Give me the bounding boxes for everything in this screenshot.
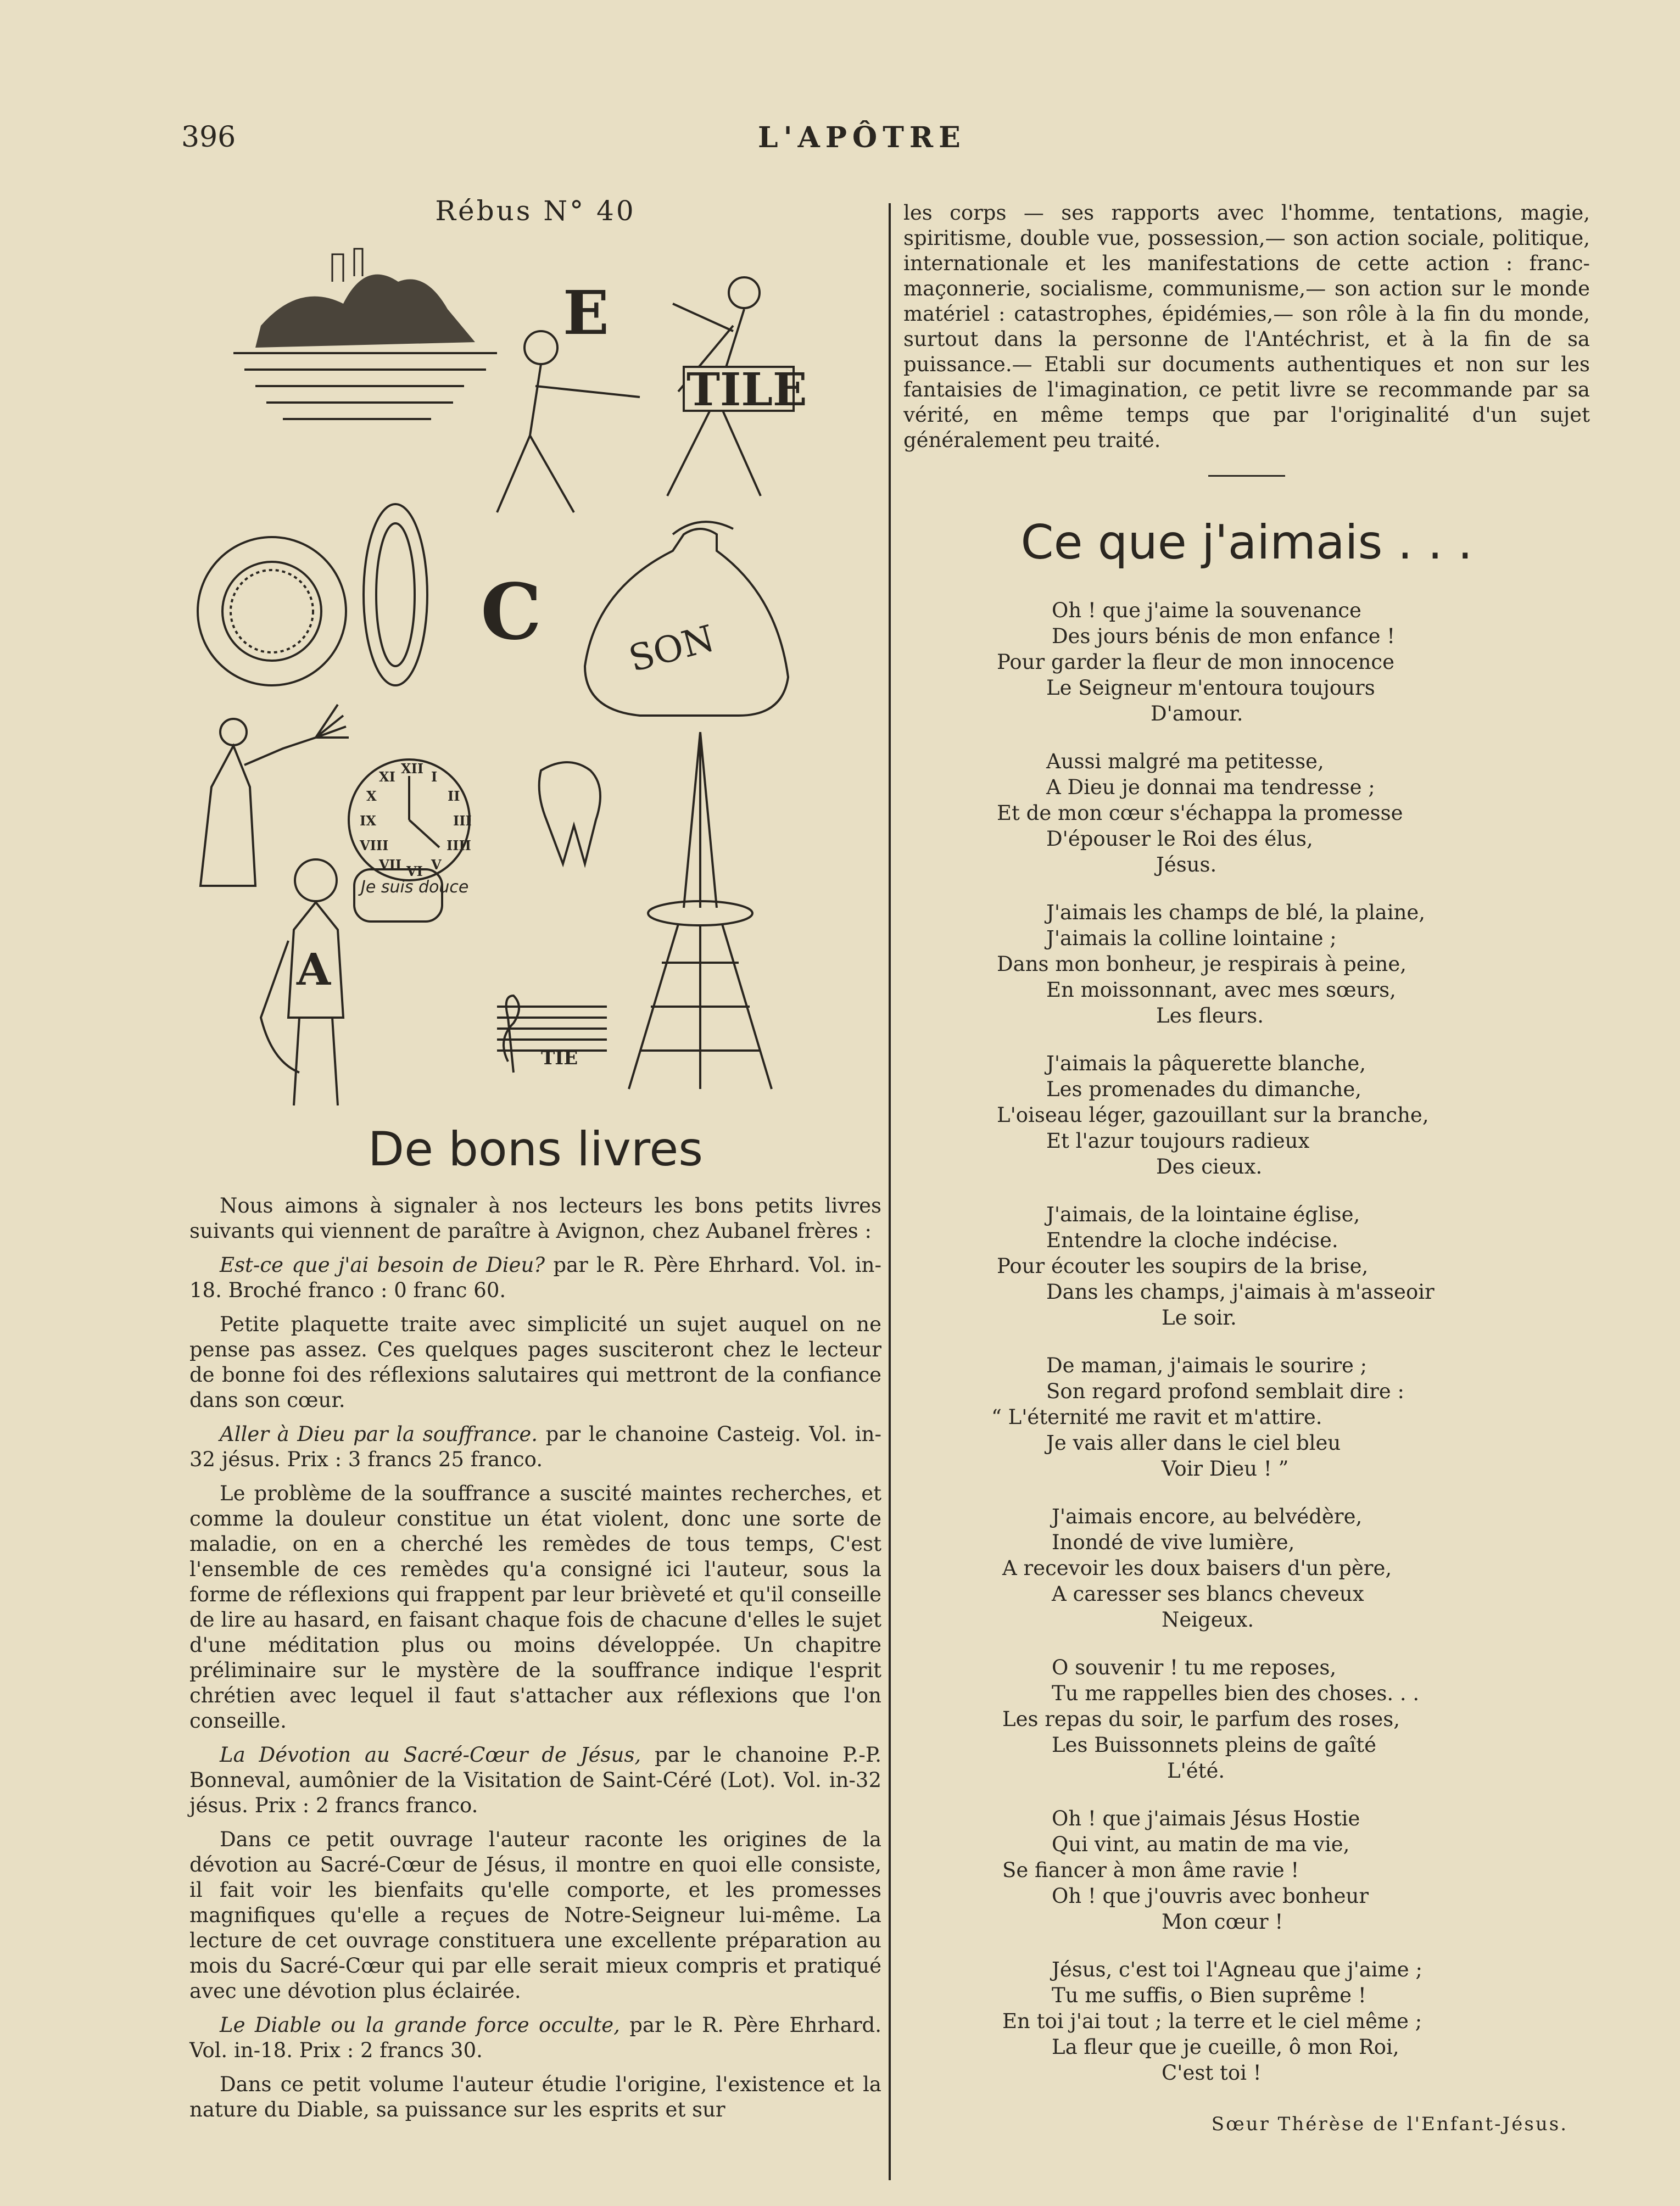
book-title: La Dévotion au Sacré-Cœur de Jésus,	[220, 1743, 641, 1767]
clock-numeral-7: VII	[379, 857, 402, 873]
poem-stanza	[903, 1655, 1590, 1784]
poem-line: J'aimais les champs de blé, la plaine,	[1046, 901, 1426, 924]
tripod-stand-icon	[629, 732, 772, 1089]
book-details: par le R. Père Ehrhard. Vol. in-18. Broché franco : 0 franc 60.	[189, 1253, 881, 1302]
poem-stanza	[903, 1504, 1590, 1633]
poem-line: Des jours bénis de mon enfance !	[1052, 624, 1396, 648]
poem-line: Des cieux.	[1156, 1155, 1263, 1179]
book-entry-2-review: Le problème de la souffrance a suscité maintes recherches, et comme la douleur constitue un état violent, donc une sorte de maladie, on en a cherché les remèdes de tous temps, C'est l'ensemble de ces remèdes qu'a consigné ici l'auteur, sous la forme de réflexions qui frappent par leur brièveté et qu'il conseille de lire au hasard, en faisant chaque fois de chacune d'elles le sujet d'une méditation plus ou moins développée. Un chapitre préliminaire sur le mystère de la souffrance indique l'esprit chrétien avec lequel il faut s'attacher aux réflexions que l'on conseille.	[189, 1482, 881, 1733]
poem-line: Entendre la cloche indécise.	[1046, 1228, 1338, 1252]
poem-line: En toi j'ai tout ; la terre et le ciel même ;	[1002, 2009, 1422, 2033]
poem-line: Le soir.	[1162, 1306, 1237, 1330]
book-details: par le chanoine P.-P. Bonneval, aumônier de la Visitation de Saint-Céré (Lot). Vol. in-32 jésus. Prix : 2 francs franco.	[189, 1743, 881, 1817]
books-section-title: De bons livres	[367, 1122, 704, 1177]
poem-line: Les promenades du dimanche,	[1046, 1077, 1362, 1101]
page-number: 396	[181, 121, 236, 154]
poem-stanza	[903, 1202, 1590, 1331]
poem-line: C'est toi !	[1162, 2061, 1262, 2085]
clock-numeral-1: I	[431, 769, 438, 785]
book-entry-4-review: Dans ce petit volume l'auteur étudie l'origine, l'existence et la nature du Diable, sa puissance sur les esprits et sur	[189, 2073, 881, 2121]
clock-numeral-5: V	[431, 857, 442, 873]
book-entry-1-review: Petite plaquette traite avec simplicité un sujet auquel on ne pense pas assez. Ces quelques pages susciteront chez le lecteur de bonne foi des réflexions salutaires qui mettront de la confiance dans son cœur.	[189, 1313, 881, 1412]
poem-line: Et de mon cœur s'échappa la promesse	[997, 801, 1403, 825]
poem-line: J'aimais, de la lointaine église,	[1046, 1203, 1360, 1226]
poem-line: Voir Dieu ! ”	[1162, 1457, 1289, 1481]
book-title: Le Diable ou la grande force occulte,	[220, 2013, 620, 2037]
poem-line: Et l'azur toujours radieux	[1046, 1129, 1310, 1153]
clock-numeral-4: IIII	[446, 837, 471, 853]
book-entry-2-header	[189, 1422, 881, 1472]
book-entry-4-header	[189, 2013, 881, 2063]
clock-numeral-2: II	[448, 788, 460, 804]
poem-line: “ L'éternité me ravit et m'attire.	[991, 1405, 1322, 1429]
poem-line: Dans les champs, j'aimais à m'asseoir	[1046, 1280, 1435, 1304]
poem-line: La fleur que je cueille, ô mon Roi,	[1052, 2035, 1399, 2059]
poem-line: Les Buissonnets pleins de gaîté	[1052, 1733, 1377, 1757]
clock-numeral-3: III	[453, 813, 472, 829]
poem-line: Son regard profond semblait dire :	[1046, 1380, 1404, 1403]
poem-stanza	[903, 1353, 1590, 1482]
poem-line: O souvenir ! tu me reposes,	[1052, 1656, 1337, 1679]
book-entry-3-review: Dans ce petit ouvrage l'auteur raconte les origines de la dévotion au Sacré-Cœur de Jésus, il montre en quoi elle consiste, il fait voir les bienfaits qu'elle comporte, et les promesses magnifiques qu'elle a reçues de Notre-Seigneur lui-même. La lecture de cet ouvrage constituera une excellente préparation au mois du Sacré-Cœur qui par elle serait mieux compris et pratiqué avec une dévotion plus éclairée.	[189, 1828, 881, 2003]
poem-line: A caresser ses blancs cheveux	[1052, 1582, 1364, 1606]
woman-dusting-icon	[200, 705, 349, 886]
poem-line: Dans mon bonheur, je respirais à peine,	[997, 952, 1407, 976]
rebus-letter-c: C	[481, 567, 542, 657]
poem-line: L'été.	[1167, 1759, 1225, 1783]
poem-line: Pour garder la fleur de mon innocence	[997, 650, 1395, 674]
poem-line: Jésus.	[1156, 853, 1217, 876]
poem-line: Pour écouter les soupirs de la brise,	[997, 1254, 1369, 1278]
poem-line: Oh ! que j'aime la souvenance	[1052, 599, 1361, 622]
poem-author: Sœur Thérèse de l'Enfant-Jésus.	[1211, 2113, 1568, 2135]
poem-line: Neigeux.	[1162, 1608, 1254, 1632]
rebus-letters-son: SON	[624, 617, 719, 680]
poem-line: Jésus, c'est toi l'Agneau que j'aime ;	[1052, 1958, 1422, 1981]
section-separator	[1208, 475, 1285, 477]
book-entry-3-header	[189, 1743, 881, 1818]
poem-line: Oh ! que j'ouvris avec bonheur	[1052, 1884, 1369, 1908]
poem-line: Tu me suffis, o Bien suprême !	[1052, 1984, 1366, 2007]
rebus-letter-e: E	[563, 277, 609, 348]
clock-numeral-8: VIII	[360, 837, 389, 853]
rebus-letters-tie: TIE	[541, 1047, 578, 1069]
column-divider	[889, 203, 891, 2180]
books-intro: Nous aimons à signaler à nos lecteurs les bons petits livres suivants qui viennent de paraître à Avignon, chez Aubanel frères :	[189, 1194, 881, 1243]
poem-line: Le Seigneur m'entoura toujours	[1046, 676, 1375, 700]
poem-stanza	[903, 597, 1590, 727]
plate-icon	[198, 537, 346, 685]
tooth-icon	[539, 762, 600, 864]
poem-line: J'aimais la colline lointaine ;	[1046, 926, 1337, 950]
money-bag-icon	[585, 522, 788, 716]
rebus-drawing	[189, 238, 881, 1116]
clock-numeral-9: IX	[360, 813, 376, 829]
poem-line: L'oiseau léger, gazouillant sur la branche,	[997, 1103, 1429, 1127]
oval-ring-icon	[364, 504, 427, 685]
book-entry-4-continuation: les corps — ses rapports avec l'homme, tentations, magie, spiritisme, double vue, possession,— son action sociale, politique, internationale et les manifestations de cette action : franc-maçonnerie, socialisme, communisme,— son action sur le monde matériel : catastrophes, épidémies,— son rôle à la fin du monde, surtout dans la personne de l'Antéchrist, et à la fin de sa puissance.— Etabli sur documents authentiques et non sur les fantaisies de l'imagination, ce petit livre se recommande par sa vérité, en même temps que par l'originalité d'un sujet généralement peu traité.	[903, 201, 1590, 452]
poem-stanza	[903, 900, 1590, 1029]
poem-title: Ce que j'aimais . . .	[1020, 515, 1473, 570]
journal-title: L'APÔTRE	[758, 121, 966, 154]
right-column	[903, 200, 1590, 2135]
island-landscape-icon	[233, 249, 497, 419]
clock-numeral-6: VI	[406, 863, 423, 879]
rebus-illustration	[189, 238, 881, 1116]
clock-numeral-12: XII	[401, 761, 424, 777]
rebus-letter-a: A	[297, 943, 331, 995]
poem-body	[903, 597, 1590, 2086]
poem-line: Mon cœur !	[1162, 1910, 1283, 1934]
poem-stanza	[903, 1806, 1590, 1935]
poem-line: D'épouser le Roi des élus,	[1046, 827, 1313, 851]
book-title: Aller à Dieu par la souffrance.	[220, 1422, 538, 1446]
poem-line: J'aimais encore, au belvédère,	[1052, 1505, 1363, 1528]
poem-line: Aussi malgré ma petitesse,	[1046, 750, 1324, 773]
poem-stanza	[903, 1051, 1590, 1180]
left-column	[189, 195, 881, 2131]
poem-stanza	[903, 749, 1590, 878]
speech-bubble-text: Je suis douce	[361, 878, 469, 897]
clock-numeral-10: X	[366, 788, 377, 804]
rebus-title: Rébus N° 40	[435, 195, 636, 227]
poem-line: Oh ! que j'aimais Jésus Hostie	[1052, 1807, 1360, 1830]
clock-numeral-11: XI	[379, 769, 395, 785]
book-title: Est-ce que j'ai besoin de Dieu?	[220, 1253, 545, 1277]
poem-line: Les repas du soir, le parfum des roses,	[1002, 1707, 1400, 1731]
poem-line: Qui vint, au matin de ma vie,	[1052, 1833, 1350, 1856]
poem-line: J'aimais la pâquerette blanche,	[1046, 1052, 1366, 1075]
poem-line: En moissonnant, avec mes sœurs,	[1046, 978, 1396, 1002]
poem-line: De maman, j'aimais le sourire ;	[1046, 1354, 1368, 1377]
rebus-letters-tile: TILE	[686, 364, 807, 416]
book-details: par le R. Père Ehrhard. Vol. in-18. Prix : 2 francs 30.	[189, 2013, 881, 2062]
poem-line: Les fleurs.	[1156, 1004, 1264, 1027]
poem-line: Se fiancer à mon âme ravie !	[1002, 1858, 1299, 1882]
poem-stanza	[903, 1957, 1590, 2086]
poem-line: D'amour.	[1151, 702, 1243, 725]
book-entry-1-header	[189, 1253, 881, 1303]
poem-line: Je vais aller dans le ciel bleu	[1046, 1431, 1341, 1455]
poem-line: Tu me rappelles bien des choses. . .	[1052, 1682, 1420, 1705]
poem-line: A recevoir les doux baisers d'un père,	[1002, 1556, 1392, 1580]
book-details: par le chanoine Casteig. Vol. in-32 jésus. Prix : 3 francs 25 franco.	[189, 1422, 882, 1471]
poem-line: A Dieu je donnai ma tendresse ;	[1046, 775, 1375, 799]
poem-line: Inondé de vive lumière,	[1052, 1531, 1295, 1554]
